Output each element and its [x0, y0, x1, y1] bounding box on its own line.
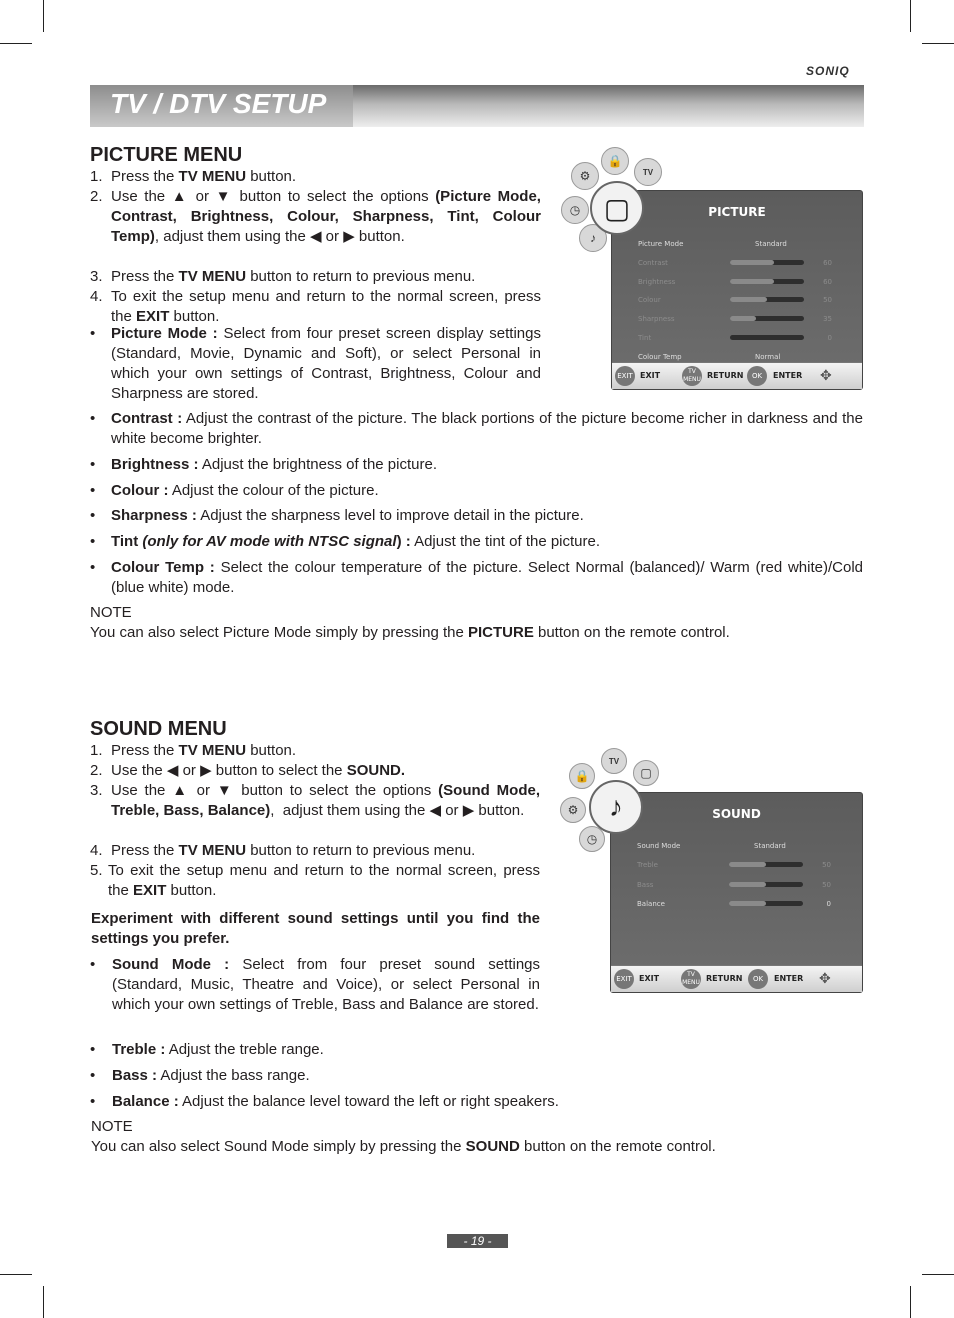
bullet-term: Sound Mode :	[112, 956, 230, 973]
level-fill	[729, 901, 766, 906]
tv-icon: TV	[634, 158, 662, 186]
menu-row[interactable]	[638, 275, 838, 289]
page-title: TV / DTV SETUP	[110, 88, 327, 119]
bullet-text: Adjust the tint of the picture.	[410, 533, 601, 550]
brand-logo: SONIQ	[806, 64, 850, 78]
exit-key: EXIT	[614, 969, 634, 989]
bullet-tint: • Tint (only for AV mode with NTSC signal) : Adjust the tint of the picture.	[90, 533, 601, 550]
bullet-treble: • Treble : Adjust the treble range.	[90, 1041, 324, 1058]
menu-row[interactable]	[638, 312, 838, 326]
crop-mark	[922, 1274, 954, 1275]
picture-steps	[90, 167, 541, 327]
bullet-text: Adjust the contrast of the picture. The black portions of the picture become richer in darkness and the white become brighter.	[111, 410, 863, 447]
ok-key: OK	[747, 366, 767, 386]
step-1: 1. Press the TV MENU button.	[90, 742, 297, 759]
menu-row-label: Picture Mode	[638, 240, 684, 248]
level-fill	[730, 316, 756, 321]
menu-row-value: 35	[823, 315, 832, 324]
menu-row-value: 0	[827, 334, 832, 342]
step-number: 2.	[90, 188, 103, 205]
menu-row[interactable]	[637, 878, 837, 892]
step-bold: TV MENU	[178, 268, 247, 285]
menu-row[interactable]	[638, 293, 838, 307]
step-number: 4.	[90, 288, 103, 305]
bullet-text: Adjust the treble range.	[165, 1041, 324, 1058]
step-number: 1.	[90, 168, 103, 185]
lock-icon: 🔒	[569, 763, 595, 789]
level-bar	[730, 297, 804, 302]
menu-row-value: 50	[822, 880, 831, 889]
dpad-icon: ✥	[819, 970, 831, 986]
bullet-text: Select the colour temperature of the picture. Select Normal (balanced)/ Warm (red white)/Cold (blue white) mode.	[111, 559, 863, 596]
section-banner	[90, 85, 864, 127]
bullet-note: (only for AV mode with NTSC signal	[142, 533, 397, 550]
music-note-icon: ♪	[579, 224, 607, 252]
bullet-bass: • Bass : Adjust the bass range.	[90, 1067, 310, 1084]
bullet-term: Picture Mode :	[111, 325, 218, 342]
bullet-colour: • Colour : Adjust the colour of the picture.	[90, 482, 379, 499]
level-bar	[730, 260, 804, 265]
menu-row-value: 60	[823, 258, 832, 267]
menu-row-value: Normal	[755, 352, 781, 361]
level-bar	[729, 862, 803, 867]
note-text: You can also select Sound Mode simply by pressing the	[91, 1138, 466, 1155]
bullet-balance: • Balance : Adjust the balance level toward the left or right speakers.	[90, 1093, 559, 1110]
exit-label: EXIT	[640, 371, 661, 380]
menu-row-label: Treble	[637, 861, 658, 870]
screen-title: SOUND	[712, 807, 761, 821]
menu-row[interactable]	[637, 897, 837, 911]
sound-menu-screen	[610, 792, 863, 993]
bullet-text: Select from four preset sound settings (Standard, Music, Theatre and Voice), or select Personal in which your own settings of Treble, Bass and Balance are stored.	[112, 956, 541, 1013]
note-label: NOTE	[90, 604, 132, 621]
step-2: 2. Use the ◀ or ▶ button to select the SOUND.	[90, 762, 406, 779]
step-4	[90, 287, 541, 327]
step-3: 3. Use the ▲ or ▼ button to select the options (Sound Mode, Treble, Bass, Balance), adjust them using the ◀ or ▶ button.	[90, 782, 540, 819]
level-fill	[730, 260, 774, 265]
music-note-icon: ♪	[589, 780, 643, 834]
note-label: NOTE	[91, 1118, 133, 1135]
return-label: RETURN	[707, 371, 744, 380]
menu-row[interactable]	[637, 839, 837, 853]
step-2	[90, 187, 541, 267]
menu-row-value: Standard	[754, 842, 786, 850]
note-text: You can also select Picture Mode simply by pressing the	[90, 624, 468, 641]
menu-row[interactable]	[638, 256, 838, 270]
sound-note	[91, 1117, 863, 1157]
screen-footer	[611, 965, 862, 992]
sound-menu-heading: SOUND MENU	[90, 718, 227, 740]
bullet-sound-mode: • Sound Mode : Select from four preset sound settings (Standard, Music, Theatre and Voice), or select Personal in which your own settings of Treble, Bass and Balance are stored.	[90, 956, 541, 1013]
level-bar	[730, 316, 804, 321]
level-fill	[730, 297, 767, 302]
menu-row[interactable]	[637, 858, 837, 872]
step-3	[90, 267, 541, 287]
menu-row-label: Bass	[637, 880, 654, 889]
gear-icon: ⚙	[560, 797, 586, 823]
menu-row-label: Tint	[638, 334, 652, 342]
screen-title: PICTURE	[708, 205, 766, 219]
crop-mark	[43, 1286, 44, 1318]
bullet-term: Balance :	[112, 1093, 179, 1110]
step-1	[90, 167, 541, 187]
menu-row-value: 60	[823, 277, 832, 286]
bullet-picture-mode: • Picture Mode : Select from four preset screen display settings (Standard, Movie, Dynamic and Soft), or select Personal in which your own settings of Contrast, Brightness, Colour and Sharpness are stored.	[90, 325, 541, 402]
level-bar	[730, 279, 804, 284]
level-fill	[729, 882, 766, 887]
menu-row-label: Colour Temp	[638, 352, 682, 361]
sound-tip: Experiment with different sound settings until you find the settings you prefer.	[91, 910, 540, 947]
crop-mark	[922, 43, 954, 44]
step-text: Use the ▲ or ▼ button to select the options (Picture Mode, Contrast, Brightness, Colour, Sharpness, Tint, Colour Temp), adjust them using the ◀ or ▶ button.	[111, 188, 541, 245]
menu-row-label: Sharpness	[638, 315, 675, 324]
step-text: Press the	[111, 268, 179, 285]
picture-note	[90, 603, 863, 643]
menu-row-label: Contrast	[638, 258, 668, 267]
menu-row-value: Standard	[755, 240, 787, 248]
bullet-term: Bass :	[112, 1067, 158, 1084]
bullet-term: Colour :	[111, 482, 169, 499]
tv-menu-key: TV MENU	[682, 366, 702, 386]
bullet-term: Sharpness :	[111, 507, 197, 524]
step-text: button to return to previous menu.	[246, 268, 476, 285]
level-fill	[729, 862, 766, 867]
page-number: - 19 -	[447, 1234, 508, 1248]
step-text: Press the	[111, 168, 179, 185]
picture-menu-screen	[611, 190, 863, 390]
bullet-text: Adjust the colour of the picture.	[168, 482, 379, 499]
monitor-icon: ▢	[633, 760, 659, 786]
bullet-text: Adjust the brightness of the picture.	[198, 456, 437, 473]
menu-row[interactable]	[638, 331, 838, 345]
menu-row-value: 0	[826, 900, 831, 909]
crop-mark	[910, 1286, 911, 1318]
picture-menu-heading: PICTURE MENU	[90, 144, 243, 166]
tv-icon: TV	[601, 748, 627, 774]
clock-icon: ◷	[579, 826, 605, 852]
note-text: button on the remote control.	[533, 624, 730, 641]
bullet-text: Adjust the sharpness level to improve detail in the picture.	[196, 507, 584, 524]
step-bold: TV MENU	[178, 168, 247, 185]
bullet-term: Contrast :	[111, 410, 183, 427]
clock-icon: ◷	[561, 196, 589, 224]
bullet-text: Select from four preset screen display settings (Standard, Movie, Dynamic and Soft), or select Personal in which your own settings of Contrast, Brightness, Colour and Sharpness are stored.	[111, 325, 541, 402]
menu-row-label: Colour	[638, 296, 661, 305]
level-fill	[730, 279, 774, 284]
exit-key: EXIT	[615, 366, 635, 386]
lock-icon: 🔒	[601, 147, 629, 175]
level-bar	[730, 335, 804, 340]
level-bar	[729, 882, 803, 887]
ok-key: OK	[748, 969, 768, 989]
bullet-contrast: • Contrast : Adjust the contrast of the picture. The black portions of the picture become richer in darkness and the white become brighter.	[90, 410, 863, 447]
bullet-text: Adjust the balance level toward the left or right speakers.	[178, 1093, 559, 1110]
crop-mark	[0, 1274, 32, 1275]
crop-mark	[0, 43, 32, 44]
menu-row-label: Brightness	[638, 277, 676, 286]
level-bar	[729, 901, 803, 906]
bullet-term: ) :	[396, 533, 411, 550]
menu-row-value: 50	[823, 296, 832, 305]
enter-label: ENTER	[773, 371, 803, 380]
crop-mark	[910, 0, 911, 32]
sound-steps	[90, 741, 540, 901]
step-text: button.	[246, 168, 297, 185]
bullet-colour-temp: • Colour Temp : Select the colour temperature of the picture. Select Normal (balanced)/ Warm (red white)/Cold (blue white) mode.	[90, 559, 863, 596]
menu-row-label: Balance	[637, 900, 665, 909]
screen-footer	[612, 362, 862, 389]
bullet-brightness: • Brightness : Adjust the brightness of the picture.	[90, 456, 437, 473]
note-bold: PICTURE	[467, 624, 534, 641]
crop-mark	[43, 0, 44, 32]
bullet-term: Tint	[111, 533, 143, 550]
bullet-term: Treble :	[112, 1041, 166, 1058]
step-bold: EXIT	[136, 308, 170, 325]
step-4: 4. Press the TV MENU button to return to previous menu.	[90, 842, 476, 859]
note-text: button on the remote control.	[519, 1138, 716, 1155]
bullet-term: Colour Temp :	[111, 559, 215, 576]
menu-row-value: 50	[822, 861, 831, 870]
dpad-icon: ✥	[820, 367, 832, 383]
return-label: RETURN	[706, 974, 743, 983]
step-number: 3.	[90, 268, 103, 285]
menu-row[interactable]	[638, 237, 838, 251]
step-text: To exit the setup menu and return to the normal screen, press the	[111, 288, 541, 325]
monitor-icon: ▢	[590, 181, 644, 235]
enter-label: ENTER	[774, 974, 804, 983]
tv-menu-key: TV MENU	[681, 969, 701, 989]
bullet-term: Brightness :	[111, 456, 199, 473]
bullet-sharpness: • Sharpness : Adjust the sharpness level to improve detail in the picture.	[90, 507, 584, 524]
bullet-text: Adjust the bass range.	[157, 1067, 310, 1084]
step-5: 5. To exit the setup menu and return to the normal screen, press the EXIT button.	[90, 862, 540, 899]
gear-icon: ⚙	[571, 162, 599, 190]
exit-label: EXIT	[639, 974, 660, 983]
menu-row-label: Sound Mode	[637, 842, 681, 850]
step-text: button.	[169, 308, 220, 325]
note-bold: SOUND	[465, 1138, 520, 1155]
